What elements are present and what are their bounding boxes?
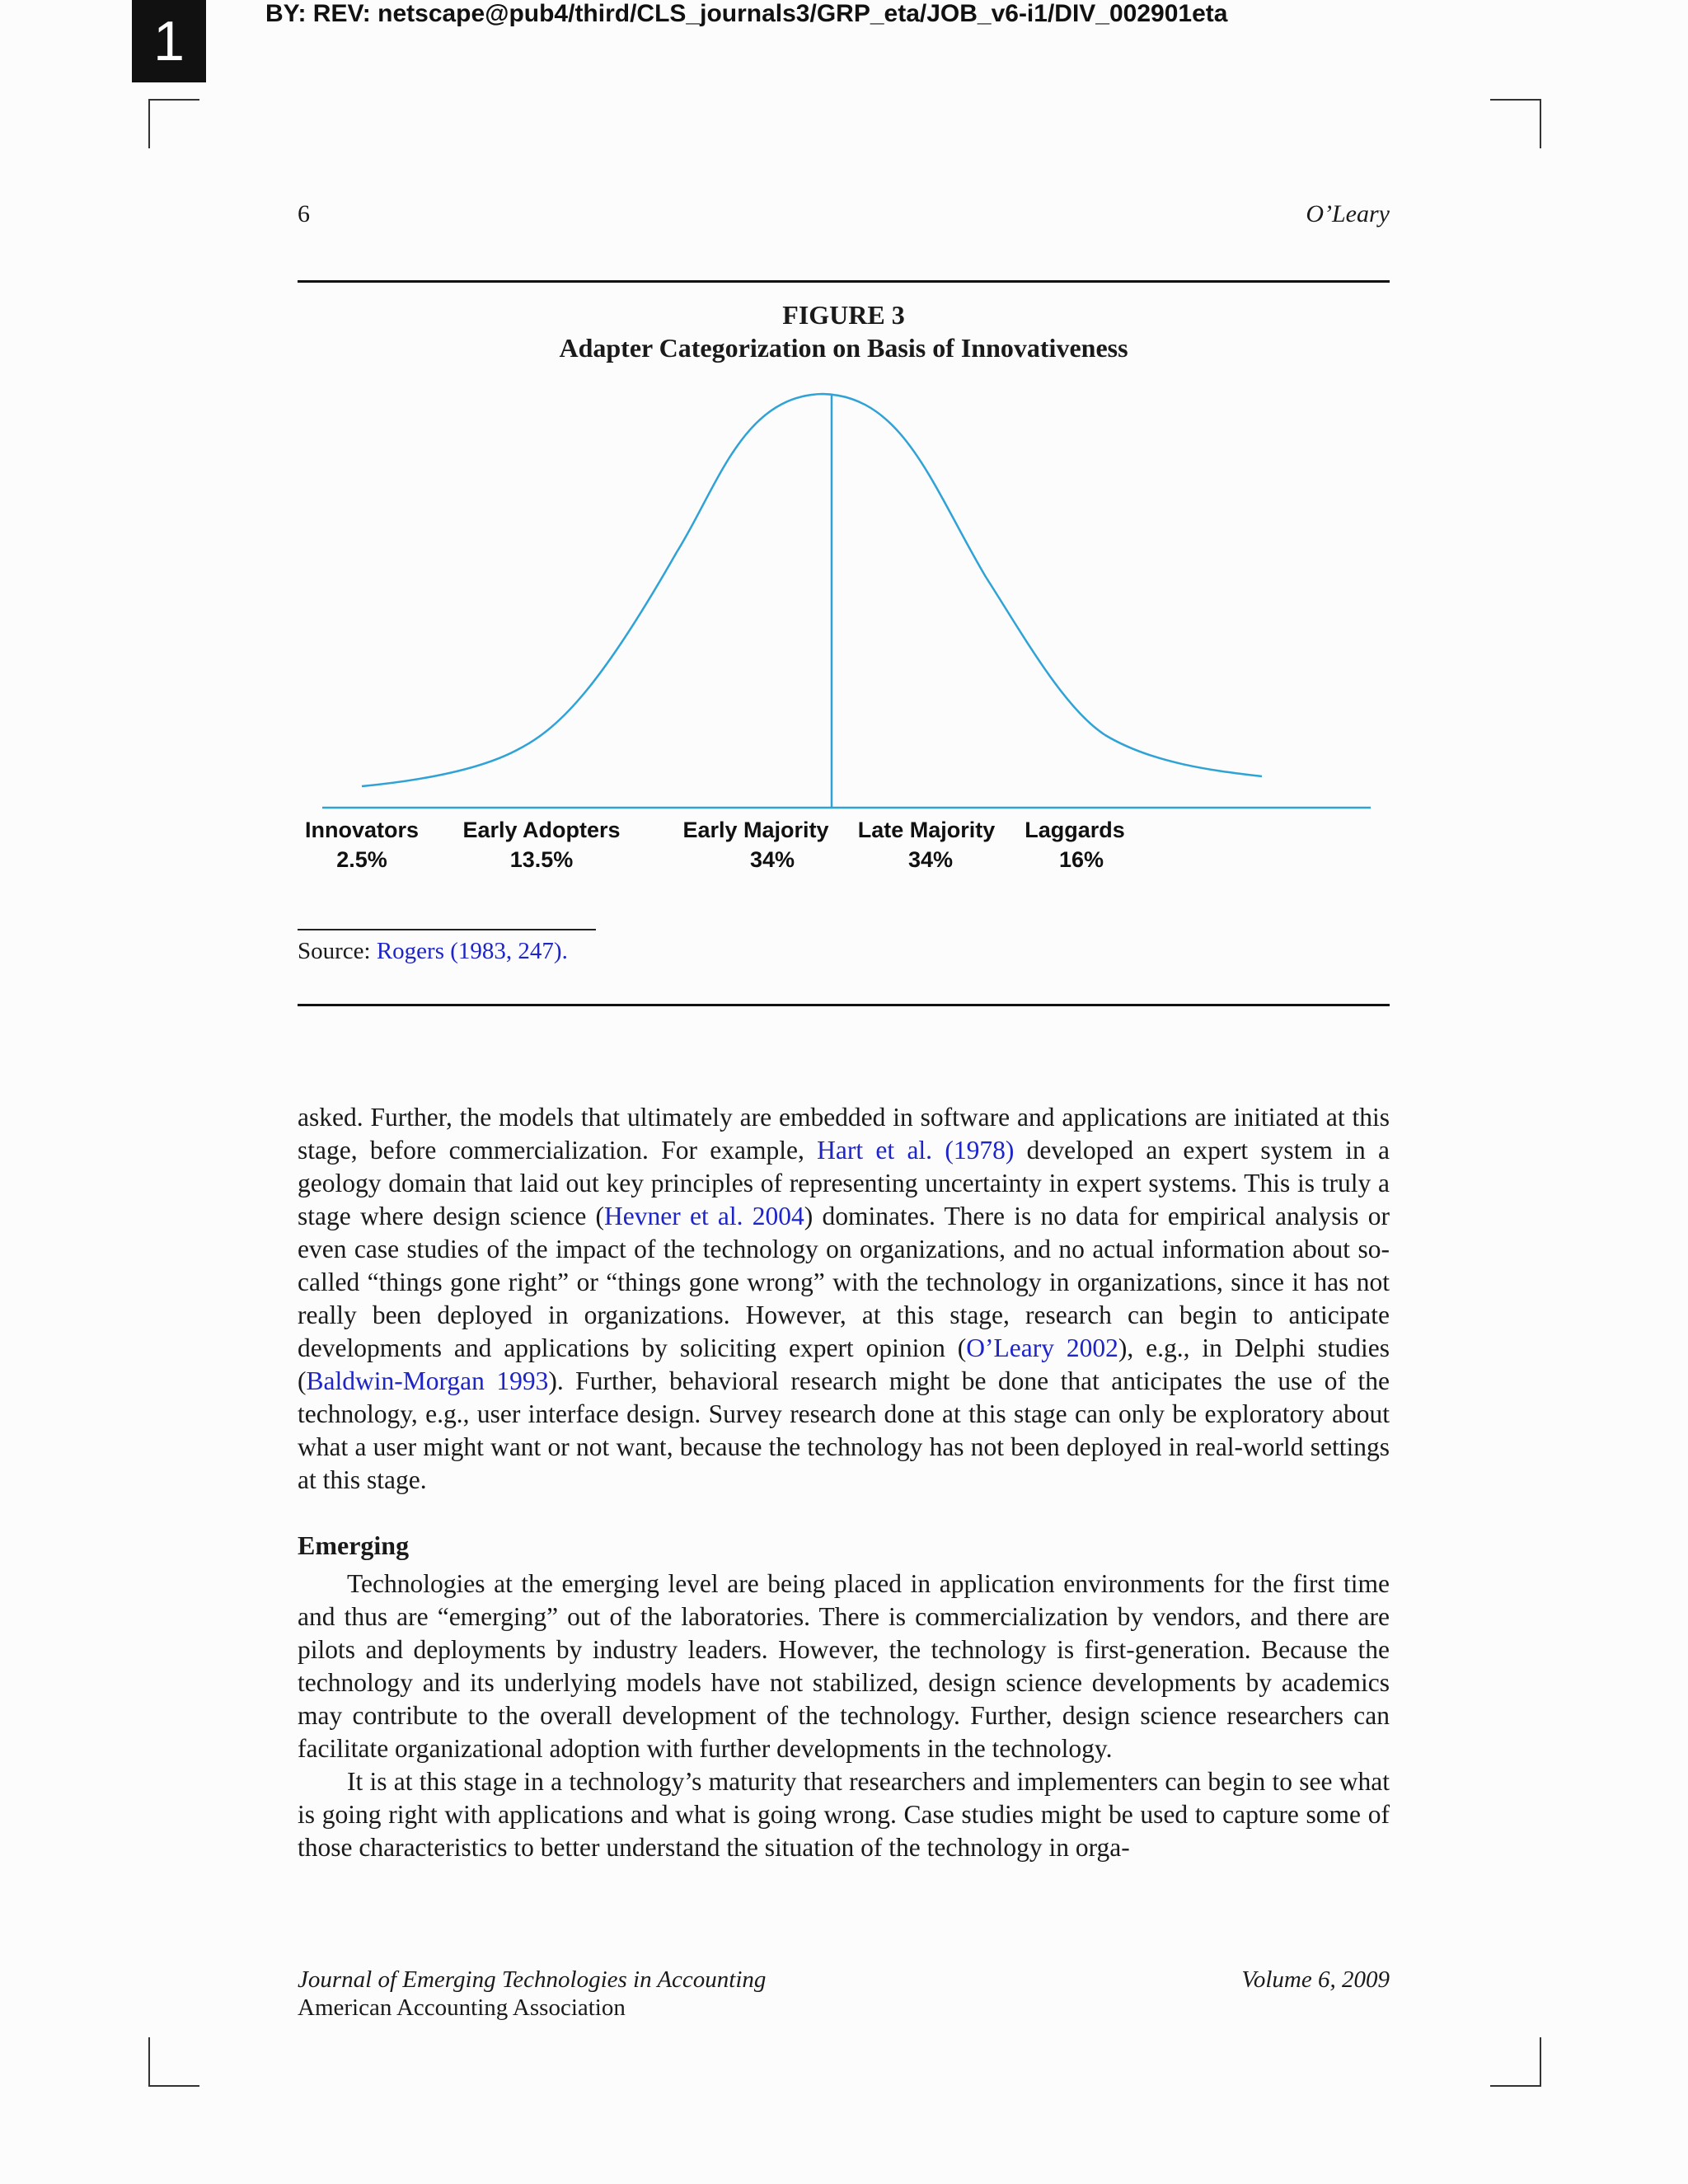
para1-text-3: ) dominates. There is no data for empirical analysis or even case studies of the impact of the technology on organizations, and no actual information about so-called “things gone right” or “things gone wrong” with the technology in organizations, since it has not really been deployed in organizations. However, at this stage, research can begin to anticipate developments and applications by soliciting expert opinion ( bbox=[298, 1202, 1390, 1362]
label-innovators: Innovators bbox=[304, 818, 420, 842]
footer-association: American Accounting Association bbox=[298, 1994, 626, 2021]
adoption-curve-chart bbox=[298, 379, 1390, 890]
section-paragraph-2: It is at this stage in a technology’s maturity that researchers and implementers can begin to see what is going right with applications and what is going wrong. Case studies might be used to capture some of those characteristics to better understand the situation of the technology in orga- bbox=[298, 1767, 1390, 1862]
running-author: O’Leary bbox=[1306, 200, 1390, 227]
para1-text-4: ), e.g., in Delphi studies ( bbox=[298, 1333, 1390, 1395]
page-footer-left bbox=[298, 1966, 766, 2022]
crop-mark-bottom-left bbox=[148, 2037, 199, 2087]
footer-volume: Volume 6, 2009 bbox=[1241, 1966, 1390, 1993]
footer-journal-name: Journal of Emerging Technologies in Accounting bbox=[298, 1966, 767, 1993]
citation-baldwin-morgan-1993[interactable]: Baldwin-Morgan 1993 bbox=[306, 1366, 549, 1395]
page-number: 6 bbox=[298, 200, 310, 227]
pct-late-majority: 34% bbox=[907, 847, 954, 872]
para1-text-2: developed an expert system in a geology domain that laid out key principles of representing uncertainty in expert systems. This is truly a stage where design science ( bbox=[298, 1136, 1390, 1230]
para1-text-5: ). Further, behavioral research might be done that anticipates the use of the technology, e.g., user interface design. Survey research done at this stage can only be exploratory about what a user might want or not want, because the technology has not been deployed in real-world settings at this stage. bbox=[298, 1366, 1390, 1494]
source-footnote-rule bbox=[298, 929, 596, 930]
figure-source bbox=[298, 938, 568, 965]
figure-label: FIGURE 3 bbox=[782, 300, 905, 330]
pct-early-majority: 34% bbox=[749, 847, 795, 872]
section-body bbox=[298, 1568, 1390, 1864]
proof-page-badge: 1 bbox=[132, 0, 206, 82]
proof-job-path: BY: REV: netscape@pub4/third/CLS_journals3/GRP_eta/JOB_v6-i1/DIV_002901eta bbox=[265, 0, 1228, 27]
label-late-majority: Late Majority bbox=[857, 818, 996, 842]
citation-hart-1978[interactable]: Hart et al. (1978) bbox=[817, 1136, 1015, 1165]
crop-mark-top-right bbox=[1490, 99, 1541, 148]
pct-innovators: 2.5% bbox=[336, 847, 387, 872]
crop-mark-bottom-right bbox=[1490, 2037, 1541, 2087]
crop-mark-top-left bbox=[148, 99, 199, 148]
pct-laggards: 16% bbox=[1058, 847, 1104, 872]
bell-curve bbox=[362, 394, 1262, 786]
section-heading: Emerging bbox=[298, 1530, 410, 1560]
section-paragraph-1: Technologies at the emerging level are being placed in application environments for the first time and thus are “emerging” out of the laboratories. There is commercialization by vendors, and there are pilots and deployments by industry leaders. However, the technology is first-generation. Because the technology and its underlying models have not stabilized, design science developments by academics may contribute to the overall development of the technology. Further, design science researchers can facilitate organizational adoption with further developments in the technology. bbox=[298, 1569, 1390, 1763]
figure-bottom-rule bbox=[298, 1004, 1390, 1006]
label-laggards: Laggards bbox=[1025, 818, 1125, 842]
label-early-majority: Early Majority bbox=[682, 818, 829, 842]
source-prefix: Source: bbox=[298, 938, 377, 964]
source-citation-link[interactable]: Rogers (1983, 247). bbox=[376, 938, 568, 964]
label-early-adopters: Early Adopters bbox=[462, 818, 621, 842]
citation-oleary-2002[interactable]: O’Leary 2002 bbox=[966, 1333, 1118, 1362]
figure-title: Adapter Categorization on Basis of Innovativeness bbox=[559, 333, 1128, 363]
figure-top-rule bbox=[298, 280, 1390, 283]
para1-text-1: asked. Further, the models that ultimately are embedded in software and applications are initiated at this stage, before commercialization. For example, bbox=[298, 1103, 1390, 1165]
citation-hevner-2004[interactable]: Hevner et al. 2004 bbox=[604, 1202, 804, 1230]
pct-early-adopters: 13.5% bbox=[509, 847, 574, 872]
body-paragraph-1 bbox=[298, 1101, 1390, 1497]
